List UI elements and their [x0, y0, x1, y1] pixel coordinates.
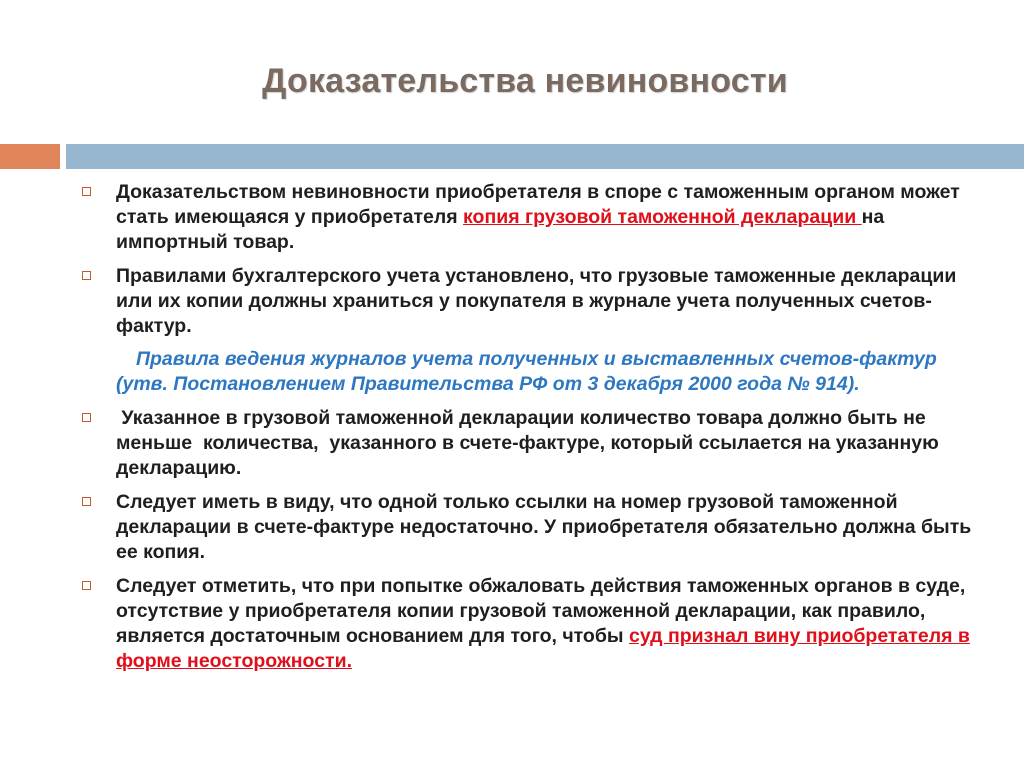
- bullet-item: [82, 490, 982, 565]
- square-bullet-icon: [82, 413, 91, 422]
- bullet-text: Следует иметь в виду, что одной только ссылки на номер грузовой таможенной декларации в счете-фактуре недостаточно. У приобретателя обязательно должна быть ее копия.: [116, 491, 972, 563]
- slide-content: [82, 180, 982, 683]
- square-bullet-icon: [82, 581, 91, 590]
- slide-title: Доказательства невиновности: [262, 62, 788, 100]
- bullet-text: Следует отметить, что при попытке обжаловать действия таможенных органов в суде, отсутствие у приобретателя копии грузовой таможенной декларации, как правило, является достаточным основанием для того, чтобы: [116, 575, 966, 647]
- bullet-text: Указанное в грузовой таможенной декларации количество товара должно быть не меньше количества, указанного в счете-фактуре, который ссылается на указанную декларацию.: [116, 407, 945, 479]
- square-bullet-icon: [82, 497, 91, 506]
- bullet-text: Правилами бухгалтерского учета установлено, что грузовые таможенные декларации или их копии должны храниться у покупателя в журнале учета полученных счетов-фактур.: [116, 265, 957, 337]
- bullet-text-end: на импортный товар.: [116, 206, 885, 253]
- bullet-text: Доказательством невиновности приобретателя в споре с таможенным органом может стать имеющаяся у приобретателя: [116, 181, 960, 228]
- bullet-item: [82, 264, 982, 339]
- bullet-highlight: копия грузовой таможенной декларации: [463, 206, 862, 228]
- accent-bar-orange: [0, 144, 60, 169]
- bullet-item: [82, 406, 982, 481]
- accent-bar-blue: [66, 144, 1024, 169]
- square-bullet-icon: [82, 271, 91, 280]
- bullet-item: [82, 180, 982, 255]
- bullet-item: [82, 574, 982, 674]
- square-bullet-icon: [82, 187, 91, 196]
- legal-reference-note: Правила ведения журналов учета полученных и выставленных счетов-фактур (утв. Постановлением Правительства РФ от 3 декабря 2000 года № 914).: [116, 348, 937, 395]
- bullet-highlight: суд признал вину приобретателя в форме неосторожности.: [116, 625, 970, 672]
